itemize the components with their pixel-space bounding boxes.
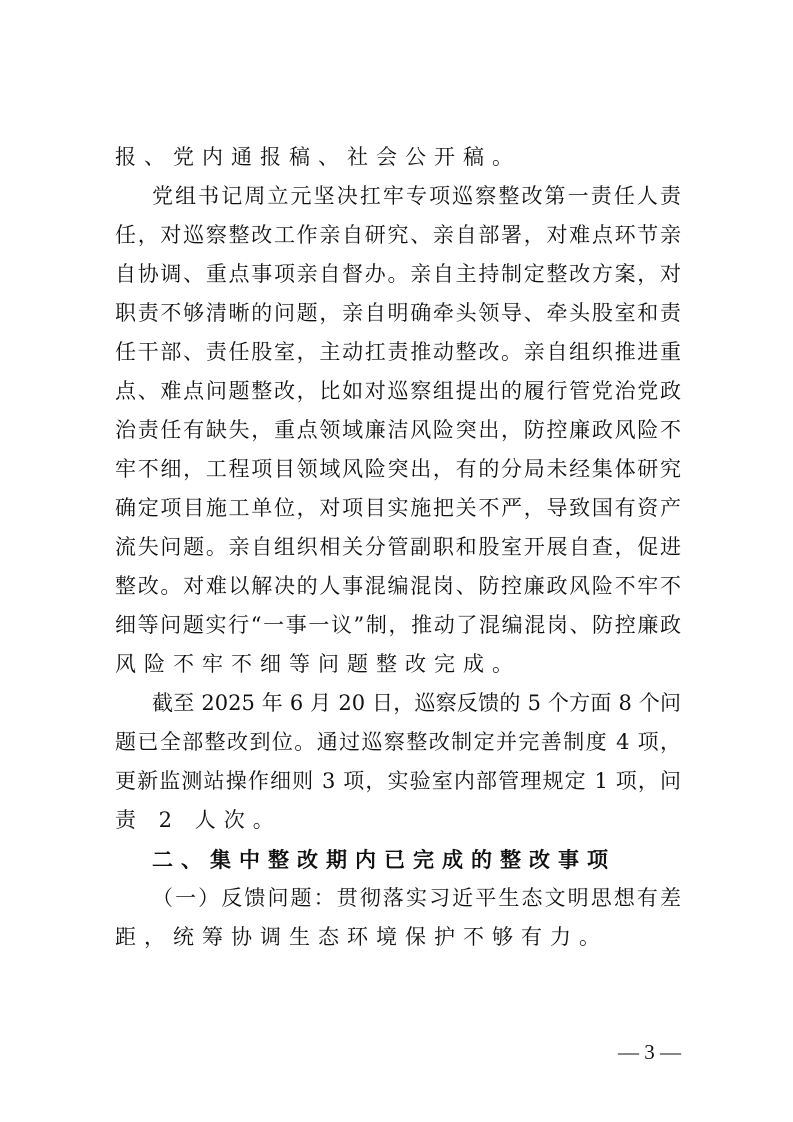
paragraph-line: 风险不牢不细等问题整改完成。 xyxy=(115,652,521,676)
paragraph-line: 点、难点问题整改，比如对巡察组提出的履行管党治党政 xyxy=(115,379,681,403)
paragraph-line: 整改。对难以解决的人事混编混岗、防控廉政风险不牢不 xyxy=(115,574,681,598)
paragraph-line: 细等问题实行“一事一议”制，推动了混编混岗、防控廉政 xyxy=(115,613,681,637)
paragraph-line: 党组书记周立元坚决扛牢专项巡察整改第一责任人责 xyxy=(152,184,681,208)
subsection-heading-line: （一）反馈问题：贯彻落实习近平生态文明思想有差 xyxy=(152,886,681,910)
paragraph-line: 更新监测站操作细则 3 项，实验室内部管理规定 1 项，问 xyxy=(115,769,681,793)
document-body xyxy=(115,138,681,957)
paragraph-line: 确定项目施工单位，对项目实施把关不严，导致国有资产 xyxy=(115,496,681,520)
paragraph-line: 责 2 人次。 xyxy=(115,808,282,832)
paragraph-line: 题已全部整改到位。通过巡察整改制定并完善制度 4 项， xyxy=(115,730,681,754)
paragraph-line: 职责不够清晰的问题，亲自明确牵头领导、牵头股室和责 xyxy=(115,301,681,325)
paragraph-line: 流失问题。亲自组织相关分管副职和股室开展自查，促进 xyxy=(115,535,681,559)
paragraph-line: 报、党内通报稿、社会公开稿。 xyxy=(115,145,521,169)
paragraph-line: 治责任有缺失，重点领域廉洁风险突出，防控廉政风险不 xyxy=(115,418,681,442)
paragraph-line: 任干部、责任股室，主动扛责推动整改。亲自组织推进重 xyxy=(115,340,681,364)
subsection-heading-line: 距，统筹协调生态环境保护不够有力。 xyxy=(115,925,608,949)
paragraph-line: 自协调、重点事项亲自督办。亲自主持制定整改方案，对 xyxy=(115,262,681,286)
paragraph-line: 任，对巡察整改工作亲自研究、亲自部署，对难点环节亲 xyxy=(115,223,681,247)
section-heading: 二、集中整改期内已完成的整改事项 xyxy=(152,847,616,872)
paragraph-line: 牢不细，工程项目领域风险突出，有的分局未经集体研究 xyxy=(115,457,681,481)
paragraph-line: 截至 2025 年 6 月 20 日，巡察反馈的 5 个方面 8 个问 xyxy=(152,691,681,715)
page-number: — 3 — xyxy=(618,1040,681,1064)
